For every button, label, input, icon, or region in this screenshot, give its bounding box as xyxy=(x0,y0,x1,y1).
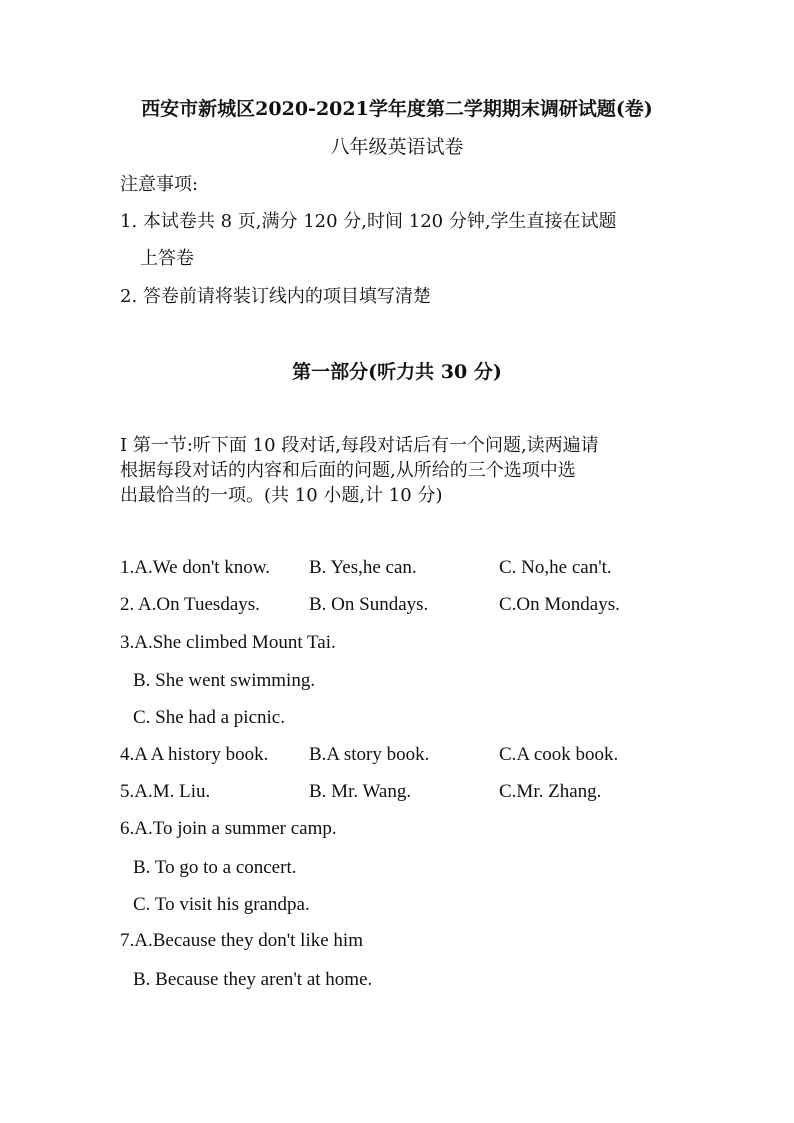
section-instruction-line-2: 根据每段对话的内容和后面的问题,从所给的三个选项中选 xyxy=(120,460,576,481)
option-a: 4.A A history book. xyxy=(120,744,269,765)
option-a: 3.A.She climbed Mount Tai. xyxy=(120,632,336,653)
notes-heading: 注意事项: xyxy=(120,174,199,195)
question-5 xyxy=(120,781,780,805)
note-item-1: 1. 本试卷共 8 页,满分 120 分,时间 120 分钟,学生直接在试题 xyxy=(120,211,617,232)
question-3-option-b: B. She went swimming. xyxy=(133,670,316,691)
option-b: B.A story book. xyxy=(309,744,430,765)
section-instruction-line-1: I 第一节:听下面 10 段对话,每段对话后有一个问题,读两遍请 xyxy=(120,435,599,456)
section-instruction-line-3: 出最恰当的一项。(共 10 小题,计 10 分) xyxy=(120,485,443,506)
question-6-option-b: B. To go to a concert. xyxy=(133,857,297,878)
option-a: 5.A.M. Liu. xyxy=(120,781,211,802)
note-item-1-continued: 上答卷 xyxy=(140,248,194,269)
option-a: 6.A.To join a summer camp. xyxy=(120,818,337,839)
page-title: 西安市新城区2020-2021学年度第二学期期末调研试题(卷) xyxy=(141,98,653,120)
option-a: 7.A.Because they don't like him xyxy=(120,930,363,951)
option-b: B. Mr. Wang. xyxy=(309,781,412,802)
option-c: C.A cook book. xyxy=(499,744,619,765)
question-3-option-c: C. She had a picnic. xyxy=(133,707,285,728)
question-6-option-c: C. To visit his grandpa. xyxy=(133,894,310,915)
question-4 xyxy=(120,744,780,768)
option-b: B. Yes,he can. xyxy=(309,557,417,578)
question-3 xyxy=(120,632,780,656)
section-heading: 第一部分(听力共 30 分) xyxy=(292,361,502,383)
question-6 xyxy=(120,818,780,842)
note-item-2: 2. 答卷前请将装订线内的项目填写清楚 xyxy=(120,286,431,307)
option-c: C. No,he can't. xyxy=(499,557,612,578)
question-2 xyxy=(120,594,780,618)
page-subtitle: 八年级英语试卷 xyxy=(330,136,464,158)
question-7-option-b: B. Because they aren't at home. xyxy=(133,969,373,990)
option-b: B. On Sundays. xyxy=(309,594,429,615)
option-c: C.On Mondays. xyxy=(499,594,620,615)
option-a: 2. A.On Tuesdays. xyxy=(120,594,260,615)
option-a: 1.A.We don't know. xyxy=(120,557,271,578)
question-1 xyxy=(120,557,780,581)
option-c: C.Mr. Zhang. xyxy=(499,781,602,802)
question-7 xyxy=(120,930,780,954)
